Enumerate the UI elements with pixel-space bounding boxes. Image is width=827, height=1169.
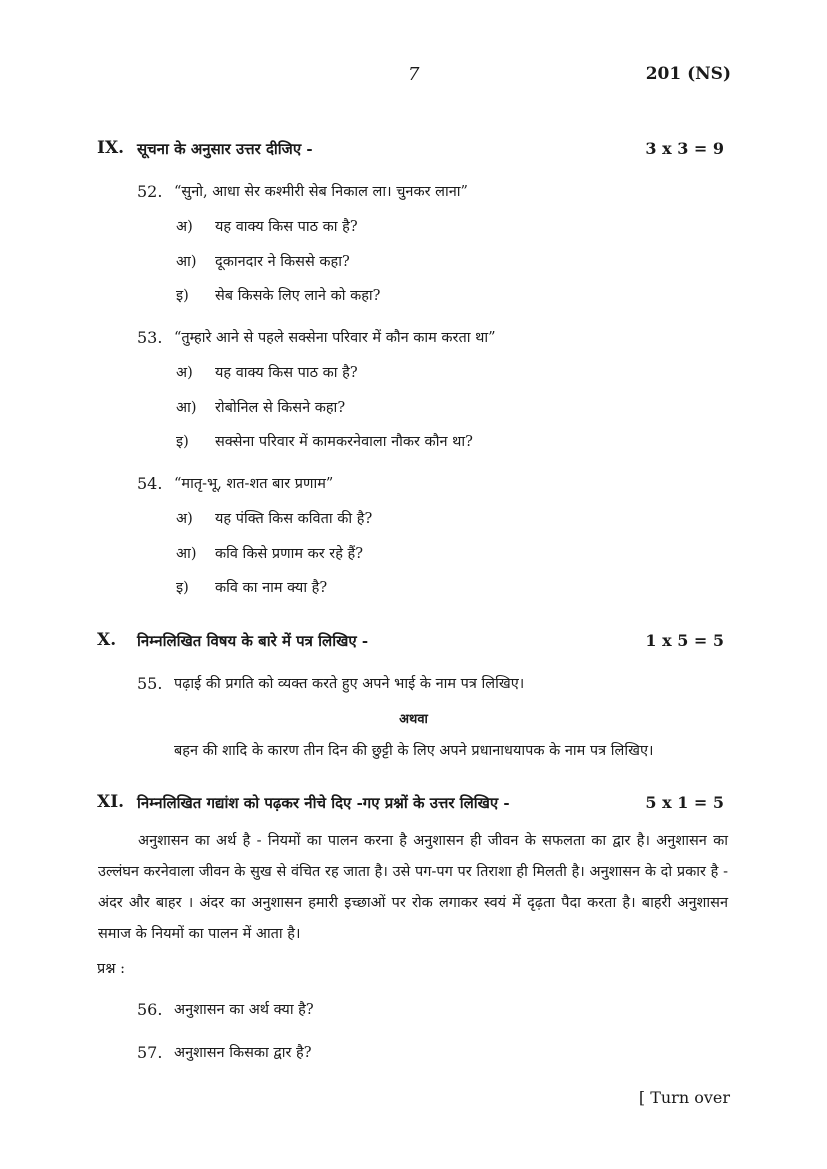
questions-label: प्रश्न : bbox=[97, 961, 125, 977]
question-54-option-b: कवि किसे प्रणाम कर रहे हैं? bbox=[215, 546, 364, 562]
question-56-number: 56. bbox=[137, 1000, 163, 1019]
section-xi-number: XI. bbox=[97, 792, 125, 812]
section-x-number: X. bbox=[97, 630, 117, 650]
section-x-title: निम्नलिखित विषय के बारे में पत्र लिखिए - bbox=[137, 632, 369, 650]
question-53-option-a: यह वाक्य किस पाठ का है? bbox=[215, 365, 358, 381]
question-54-number: 54. bbox=[137, 474, 163, 493]
question-55-alternative: बहन की शादि के कारण तीन दिन की छुट्टी के लिए अपने प्रधानाधयापक के नाम पत्र लिखिए। bbox=[174, 743, 654, 759]
question-53-option-b: रोबोनिल से किसने कहा? bbox=[215, 400, 346, 416]
question-53-option-c: सक्सेना परिवार में कामकरनेवाला नौकर कौन था? bbox=[215, 434, 473, 450]
question-52-option-c: सेब किसके लिए लाने को कहा? bbox=[215, 288, 381, 304]
question-54-option-a: यह पंक्ति किस कविता की है? bbox=[215, 511, 373, 527]
section-xi-marks: 5 x 1 = 5 bbox=[645, 793, 724, 812]
section-ix-number: IX. bbox=[97, 138, 125, 158]
question-53-text: “तुम्हारे आने से पहले सक्सेना परिवार में कौन काम करता था” bbox=[174, 330, 496, 346]
question-52-number: 52. bbox=[137, 182, 163, 201]
section-xi-title: निम्नलिखित गद्यांश को पढ़कर नीचे दिए -गए प्रश्नों के उत्तर लिखिए - bbox=[137, 794, 510, 812]
question-57-text: अनुशासन किसका द्वार है? bbox=[174, 1045, 312, 1061]
question-54-option-c: कवि का नाम क्या है? bbox=[215, 580, 328, 596]
page-number: 7 bbox=[408, 64, 420, 85]
question-52-option-a-label: अ) bbox=[176, 219, 193, 235]
paper-code: 201 (NS) bbox=[645, 64, 731, 84]
question-54-option-b-label: आ) bbox=[176, 546, 197, 562]
or-separator: अथवा bbox=[399, 712, 428, 727]
reading-passage: अनुशासन का अर्थ है - नियमों का पालन करना है अनुशासन ही जीवन के सफलता का द्वार है। अनुशासन का उल्लंघन करनेवाला जीवन के सुख से वंचित रह जाता है। उसे पग-पग पर तिराशा ही मिलती है। अनुशासन के दो प्रकार है - अंदर और बाहर । अंदर का अनुशासन हमारी इच्छाओं पर रोक लगाकर स्वयं में दृढ़ता पैदा करता है। बाहरी अनुशासन समाज के नियमों का पालन में आता है। bbox=[98, 833, 728, 942]
question-56-text: अनुशासन का अर्थ क्या है? bbox=[174, 1002, 314, 1018]
section-ix-title: सूचना के अनुसार उत्तर दीजिए - bbox=[137, 140, 313, 158]
question-53-number: 53. bbox=[137, 328, 163, 347]
question-55-text: पढ़ाई की प्रगति को व्यक्त करते हुए अपने भाई के नाम पत्र लिखिए। bbox=[174, 676, 525, 692]
question-52-option-b-label: आ) bbox=[176, 254, 197, 270]
question-55-number: 55. bbox=[137, 674, 163, 693]
question-52-option-b: दूकानदार ने किससे कहा? bbox=[215, 254, 350, 270]
question-53-option-b-label: आ) bbox=[176, 400, 197, 416]
turn-over-note: [ Turn over bbox=[638, 1088, 730, 1107]
question-54-option-a-label: अ) bbox=[176, 511, 193, 527]
question-52-option-a: यह वाक्य किस पाठ का है? bbox=[215, 219, 358, 235]
question-54-option-c-label: इ) bbox=[176, 580, 189, 596]
question-53-option-c-label: इ) bbox=[176, 434, 189, 450]
question-57-number: 57. bbox=[137, 1043, 163, 1062]
question-52-text: “सुनो, आधा सेर कश्मीरी सेब निकाल ला। चुनकर लाना” bbox=[174, 184, 468, 200]
section-x-marks: 1 x 5 = 5 bbox=[645, 631, 724, 650]
question-52-option-c-label: इ) bbox=[176, 288, 189, 304]
question-53-option-a-label: अ) bbox=[176, 365, 193, 381]
question-54-text: “मातृ-भू, शत-शत बार प्रणाम” bbox=[174, 476, 334, 492]
section-ix-marks: 3 x 3 = 9 bbox=[645, 139, 724, 158]
